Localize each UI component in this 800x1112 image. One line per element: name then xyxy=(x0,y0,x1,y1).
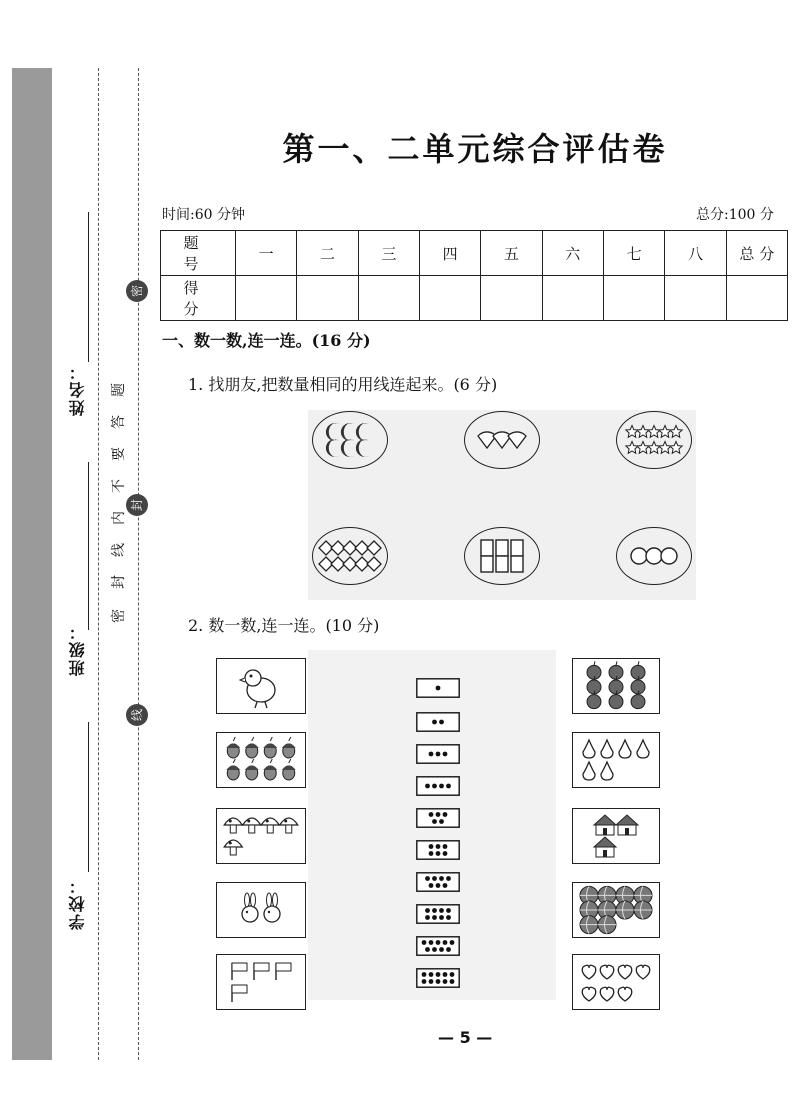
dot xyxy=(436,812,441,817)
column-header: 二 xyxy=(297,231,358,276)
dot xyxy=(429,752,434,757)
rectangle-icon xyxy=(481,556,493,572)
dot xyxy=(439,784,444,789)
acorn-icon xyxy=(282,737,296,758)
acorn-icon xyxy=(263,737,277,758)
acorn-icon xyxy=(245,759,259,780)
moon-icon xyxy=(356,439,369,457)
school-fill-line[interactable] xyxy=(88,722,89,872)
name-label: 姓名： xyxy=(68,362,87,416)
peach-icon xyxy=(636,965,650,979)
acorn-icon xyxy=(226,737,240,758)
q1-group-diamond xyxy=(313,528,387,584)
circle-icon xyxy=(661,548,677,564)
rectangle-icon xyxy=(496,556,508,572)
q2-dot-card[interactable] xyxy=(416,776,460,796)
score-table-header-row xyxy=(161,231,788,276)
q2-dot-card[interactable] xyxy=(416,936,460,956)
dot xyxy=(432,876,437,881)
q2-apple-group xyxy=(573,659,659,713)
dot xyxy=(425,784,430,789)
dot xyxy=(422,940,427,945)
ball-icon xyxy=(616,901,634,919)
q1-group-fan xyxy=(465,412,539,468)
column-header: 八 xyxy=(665,231,726,276)
dot xyxy=(429,883,434,888)
page-title: 第一、二单元综合评估卷 xyxy=(282,130,668,168)
peach-icon xyxy=(582,965,596,979)
column-header: 七 xyxy=(603,231,664,276)
moon-icon xyxy=(341,423,354,441)
score-cell[interactable] xyxy=(358,276,419,321)
school-label: 学校： xyxy=(68,876,87,930)
seal-word: 题 xyxy=(111,383,127,397)
dot xyxy=(425,908,430,913)
apple-icon xyxy=(587,661,601,679)
mushroom-icon xyxy=(243,818,261,833)
peach-icon xyxy=(618,965,632,979)
class-label: 班级： xyxy=(68,622,87,676)
q2-dot-card[interactable] xyxy=(416,678,460,698)
pear-icon xyxy=(601,762,613,780)
ball-icon xyxy=(598,916,616,934)
row-label-score: 得 分 xyxy=(161,276,236,321)
dot xyxy=(436,972,441,977)
dot xyxy=(436,686,441,691)
rectangle-icon xyxy=(481,540,493,556)
seal-word: 答 xyxy=(111,415,127,429)
star-icon xyxy=(670,442,682,454)
mushroom-icon xyxy=(280,818,298,833)
moon-icon xyxy=(356,423,369,441)
star-icon xyxy=(626,426,638,438)
diamond-icon xyxy=(367,541,381,555)
column-header: 总 分 xyxy=(726,231,787,276)
apple-icon xyxy=(609,661,623,679)
q1-group-star xyxy=(617,412,691,468)
star-icon xyxy=(659,426,671,438)
q2-pear-group xyxy=(573,733,659,787)
dot xyxy=(425,876,430,881)
flag-icon xyxy=(232,985,247,1002)
dot xyxy=(432,947,437,952)
star-icon xyxy=(659,442,671,454)
q2-dot-card[interactable] xyxy=(416,744,460,764)
flag-icon xyxy=(276,963,291,980)
dot xyxy=(450,972,455,977)
score-cell[interactable] xyxy=(542,276,603,321)
seal-circle: 封 xyxy=(126,494,148,516)
dot xyxy=(429,812,434,817)
pear-icon xyxy=(601,740,613,758)
dot xyxy=(443,844,448,849)
diamond-icon xyxy=(367,557,381,571)
star-icon xyxy=(637,426,649,438)
q1-group-moon xyxy=(313,412,387,468)
dot xyxy=(443,851,448,856)
house-icon xyxy=(594,837,616,857)
seal-circle: 线 xyxy=(126,704,148,726)
dot xyxy=(436,752,441,757)
dot xyxy=(439,720,444,725)
score-cell[interactable] xyxy=(297,276,358,321)
dot xyxy=(436,851,441,856)
moon-icon xyxy=(326,439,339,457)
q2-chick-group xyxy=(217,659,305,713)
total-score: 总分:100 分 xyxy=(696,207,774,223)
time-limit: 时间:60 分钟 xyxy=(162,207,245,223)
score-cell[interactable] xyxy=(236,276,297,321)
q2-acorn-group xyxy=(217,733,305,787)
binding-dashed-line-right xyxy=(138,68,139,1060)
dot xyxy=(450,979,455,984)
dot xyxy=(429,979,434,984)
mushroom-icon xyxy=(261,818,279,833)
dot xyxy=(443,812,448,817)
dot xyxy=(446,915,451,920)
dot xyxy=(443,972,448,977)
dot xyxy=(436,979,441,984)
dot xyxy=(436,940,441,945)
dot xyxy=(439,915,444,920)
star-icon xyxy=(648,426,660,438)
acorn-icon xyxy=(226,759,240,780)
pear-icon xyxy=(583,762,595,780)
seal-word: 不 xyxy=(111,479,127,493)
dot xyxy=(432,908,437,913)
rectangle-icon xyxy=(511,540,523,556)
dot xyxy=(446,784,451,789)
apple-icon xyxy=(609,676,623,694)
star-icon xyxy=(637,442,649,454)
acorn-icon xyxy=(245,737,259,758)
pear-icon xyxy=(619,740,631,758)
question-1-text: 1. 找朋友,把数量相同的用线连起来。(6 分) xyxy=(188,375,498,394)
column-header: 三 xyxy=(358,231,419,276)
house-icon xyxy=(616,815,638,835)
name-fill-line[interactable] xyxy=(88,212,89,362)
q2-dot-card[interactable] xyxy=(416,840,460,860)
rabbit-icon xyxy=(242,893,258,922)
q1-group-circle xyxy=(617,528,691,584)
circle-icon xyxy=(631,548,647,564)
column-header: 六 xyxy=(542,231,603,276)
score-cell[interactable] xyxy=(419,276,480,321)
seal-word: 要 xyxy=(111,447,127,461)
question-2-text: 2. 数一数,连一连。(10 分) xyxy=(188,616,380,635)
dot xyxy=(439,876,444,881)
dot xyxy=(432,784,437,789)
score-table xyxy=(160,230,788,321)
apple-icon xyxy=(587,676,601,694)
rectangle-icon xyxy=(496,540,508,556)
score-cell[interactable] xyxy=(603,276,664,321)
column-header: 五 xyxy=(481,231,542,276)
acorn-icon xyxy=(263,759,277,780)
moon-icon xyxy=(341,439,354,457)
dot xyxy=(439,819,444,824)
moon-icon xyxy=(326,423,339,441)
star-icon xyxy=(626,442,638,454)
peach-icon xyxy=(618,987,632,1001)
class-fill-line[interactable] xyxy=(88,462,89,630)
score-cell[interactable] xyxy=(726,276,787,321)
section-1-heading: 一、数一数,连一连。(16 分) xyxy=(162,331,371,350)
peach-icon xyxy=(600,987,614,1001)
star-icon xyxy=(648,442,660,454)
q2-mushroom-group xyxy=(217,809,305,863)
q2-dot-card[interactable] xyxy=(416,968,460,988)
fan-icon xyxy=(493,432,511,448)
q2-dot-card[interactable] xyxy=(416,904,460,924)
apple-icon xyxy=(587,691,601,709)
flag-icon xyxy=(232,963,247,980)
dot xyxy=(429,851,434,856)
dot xyxy=(446,876,451,881)
q2-dot-card[interactable] xyxy=(416,712,460,732)
dot xyxy=(443,979,448,984)
ball-icon xyxy=(580,916,598,934)
dot xyxy=(436,883,441,888)
q2-flag-group xyxy=(217,955,305,1009)
peach-icon xyxy=(600,965,614,979)
chick-icon xyxy=(240,670,275,708)
q1-group-rectangle xyxy=(465,528,539,584)
dot xyxy=(446,908,451,913)
binding-dashed-line-left xyxy=(98,68,99,1060)
dot xyxy=(422,972,427,977)
dot xyxy=(422,979,427,984)
seal-word: 封 xyxy=(111,575,127,589)
dot xyxy=(429,972,434,977)
ball-icon xyxy=(634,901,652,919)
dot xyxy=(439,947,444,952)
dot xyxy=(450,940,455,945)
column-header: 一 xyxy=(236,231,297,276)
dot xyxy=(432,915,437,920)
binding-gray-bar xyxy=(12,68,52,1060)
q2-peach-group xyxy=(573,955,659,1009)
apple-icon xyxy=(631,691,645,709)
circle-icon xyxy=(646,548,662,564)
rabbit-icon xyxy=(264,893,280,922)
seal-circle: 密 xyxy=(126,280,148,302)
flag-icon xyxy=(254,963,269,980)
q2-dot-card[interactable] xyxy=(416,872,460,892)
seal-word: 密 xyxy=(111,609,127,623)
dot xyxy=(425,947,430,952)
star-icon xyxy=(670,426,682,438)
dot xyxy=(429,844,434,849)
dot xyxy=(436,844,441,849)
apple-icon xyxy=(631,676,645,694)
rectangle-icon xyxy=(511,556,523,572)
q2-rabbit-group xyxy=(217,883,305,937)
mushroom-icon xyxy=(224,818,242,833)
acorn-icon xyxy=(282,759,296,780)
q2-dot-card[interactable] xyxy=(416,808,460,828)
dot xyxy=(432,819,437,824)
fan-icon xyxy=(478,432,496,448)
dot xyxy=(443,940,448,945)
seal-word: 线 xyxy=(111,543,127,557)
score-cell[interactable] xyxy=(481,276,542,321)
apple-icon xyxy=(609,691,623,709)
seal-word: 内 xyxy=(111,511,127,525)
dot xyxy=(439,908,444,913)
dot xyxy=(425,915,430,920)
apple-icon xyxy=(631,661,645,679)
fan-icon xyxy=(508,432,526,448)
q2-ball-group xyxy=(573,883,659,937)
column-header: 四 xyxy=(419,231,480,276)
mushroom-icon xyxy=(224,840,242,855)
pear-icon xyxy=(583,740,595,758)
dot xyxy=(443,752,448,757)
house-icon xyxy=(594,815,616,835)
dot xyxy=(446,947,451,952)
dot xyxy=(429,940,434,945)
score-table-score-row xyxy=(161,276,788,321)
page-number: — 5 — xyxy=(438,1028,493,1047)
dot xyxy=(432,720,437,725)
q2-house-group xyxy=(573,809,659,863)
peach-icon xyxy=(582,987,596,1001)
row-label-question: 题 号 xyxy=(161,231,236,276)
score-cell[interactable] xyxy=(665,276,726,321)
pear-icon xyxy=(637,740,649,758)
dot xyxy=(443,883,448,888)
